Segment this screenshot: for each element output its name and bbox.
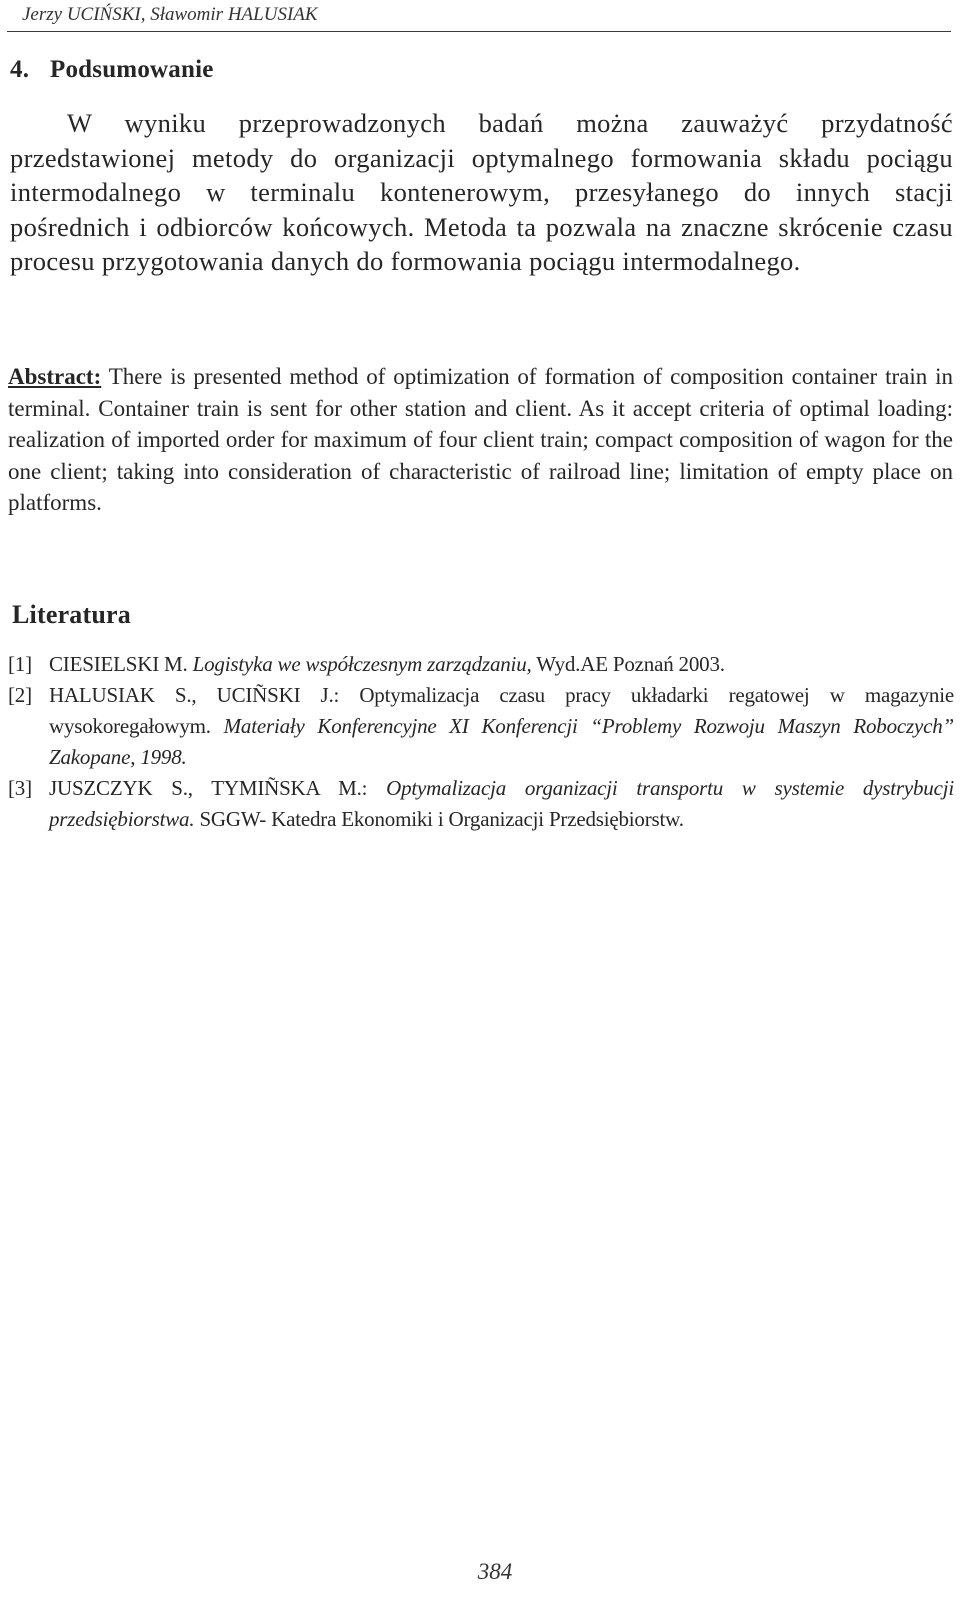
reference-authors: JUSZCZYK S., TYMIÑSKA M.: xyxy=(49,776,368,800)
section-number: 4. xyxy=(10,56,30,83)
reference-index: [3] xyxy=(8,776,32,800)
reference-title: Logistyka we współczesnym zarządzaniu, xyxy=(192,652,532,676)
reference-authors: HALUSIAK S., UCIÑSKI J.: xyxy=(49,683,340,707)
reference-title: Optymalizacja organizacji transportu w systemie dystrybucji przedsiębiorstwa. xyxy=(49,776,954,831)
abstract-paragraph xyxy=(8,361,953,519)
reference-source: Materiały Konferencyjne XI Konferencji “Problemy Rozwoju Maszyn Roboczych” Zakopane, 1998. xyxy=(49,714,954,769)
page-number: 384 xyxy=(477,1559,513,1584)
reference-authors: CIESIELSKI M. xyxy=(49,652,188,676)
header-rule xyxy=(7,31,951,32)
summary-paragraph xyxy=(10,106,953,279)
reference-index: [2] xyxy=(8,683,32,707)
reference-index: [1] xyxy=(8,652,32,676)
section-heading xyxy=(10,56,214,84)
reference-item xyxy=(8,773,954,835)
reference-list xyxy=(8,649,954,835)
literature-heading: Literatura xyxy=(12,600,131,629)
abstract-label: Abstract: xyxy=(8,364,102,389)
running-head: Jerzy UCIŃSKI, Sławomir HALUSIAK xyxy=(22,4,318,25)
reference-item xyxy=(8,649,954,680)
reference-publisher: SGGW- Katedra Ekonomiki i Organizacji Przedsiębiorstw. xyxy=(199,807,684,831)
section-title: Podsumowanie xyxy=(50,56,214,83)
reference-item xyxy=(8,680,954,773)
reference-publisher: Wyd.AE Poznań 2003. xyxy=(536,652,725,676)
summary-text: W wyniku przeprowadzonych badań można zauważyć przydatność przedstawionej metody do organizacji optymalnego formowania składu pociągu intermodalnego w terminalu kontenerowym, przesyłanego do innych stacji pośrednich i odbiorców końcowych. Metoda ta pozwala na znaczne skrócenie czasu procesu przygotowania danych do formowania pociągu intermodalnego. xyxy=(10,108,953,277)
abstract-text: There is presented method of optimization of formation of composition container train in terminal. Container train is sent for other station and client. As it accept criteria of optimal loading: realization of imported order for maximum of four client train; compact composition of wagon for the one client; taking into consideration of characteristic of railroad line; limitation of empty place on platforms. xyxy=(8,364,953,515)
reference-title: Optymalizacja czasu pracy układarki regatowej w magazynie wysokoregałowym. xyxy=(49,683,954,738)
